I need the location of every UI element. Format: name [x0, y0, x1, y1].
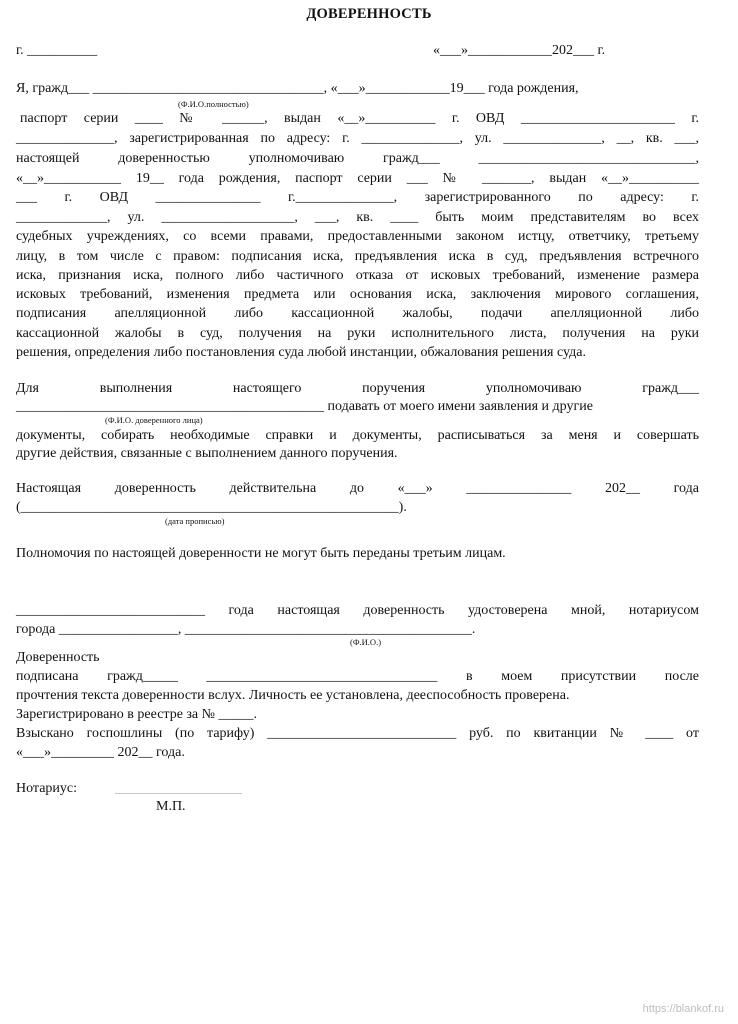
body-line: ______________, зарегистрированная по адресу: г. ______________, ул. ______________, __, кв. ___, [16, 131, 699, 146]
date-field: «___»____________202___ г. [433, 43, 606, 58]
body-line: Я, гражд___ _________________________________, «___»____________19___ года рождения, [16, 81, 579, 96]
document-title: ДОВЕРЕННОСТЬ [306, 6, 432, 22]
para2-line: документы, собирать необходимые справки и документы, расписываться за меня и совершать [16, 428, 699, 443]
body-line: настоящей доверенностью уполномочиваю гражд___ _______________________________, [16, 151, 699, 166]
body-line: кассационной жалобы в суд, получения на руки исполнительного листа, получения на руки [16, 326, 699, 341]
body-line: лицу, в том числе с правом: подписания иска, предъявления иска в суд, предъявления встречного [16, 249, 699, 264]
notary-label: Нотариус: [16, 781, 78, 796]
body-line: ___ г. ОВД _______________ г.______________, зарегистрированного по адресу: г. [16, 190, 699, 205]
hint-fio-trustee: (Ф.И.О. доверенного лица) [105, 415, 203, 425]
notary-line: ___________________________ года настоящая доверенность удостоверена мной, нотариусом [16, 603, 699, 618]
hint-fio-full: (Ф.И.О.полностью) [178, 99, 249, 109]
body-line: паспорт серии ____ № ______, выдан «__»__________ г. ОВД ______________________ г. [20, 111, 699, 126]
signed-line: подписана гражд_____ _________________________________ в моем присутствии после [16, 669, 699, 684]
signed-line: Взыскано госпошлины (по тарифу) ___________________________ руб. по квитанции № ____ от [16, 726, 699, 741]
validity-line: Настоящая доверенность действительна до «___» _______________ 202__ года [16, 481, 699, 496]
body-line: подписания апелляционной либо кассационной жалобы, подачи апелляционной либо [16, 306, 699, 321]
seal-label: М.П. [156, 799, 186, 814]
city-field: г. __________ [16, 43, 98, 58]
body-line: иска, признания иска, полного либо частичного отказа от исковых требований, изменение размера [16, 268, 699, 283]
signed-line: прочтения текста доверенности вслух. Личность ее установлена, дееспособность проверена. [16, 688, 570, 703]
signed-line: Зарегистрировано в реестре за № _____. [16, 707, 258, 722]
signed-line: «___»_________ 202__ года. [16, 745, 185, 760]
para2-line: Для выполнения настоящего поручения уполномочиваю гражд___ [16, 381, 699, 396]
hint-fio-notary: (Ф.И.О.) [350, 637, 382, 647]
no-transfer-text: Полномочия по настоящей доверенности не могут быть переданы третьим лицам. [16, 546, 506, 561]
body-line: исковых требований, изменения предмета или основания иска, заключения мирового соглашения, [16, 287, 699, 302]
body-line: решения, определения либо постановления суда любой инстанции, обжалования решения суда. [16, 345, 586, 360]
para2-line: другие действия, связанные с выполнением данного поручения. [16, 446, 398, 461]
hint-date-words: (дата прописью) [165, 516, 225, 526]
signed-line: Доверенность [16, 650, 100, 665]
body-line: «__»___________ 19__ года рождения, паспорт серии ___ № _______, выдан «__»__________ [16, 171, 699, 186]
para2-line: ____________________________________________ подавать от моего имени заявления и другие [16, 399, 593, 414]
body-line: судебных учреждениях, со всеми правами, предоставленными законом истцу, ответчику, третьему [16, 229, 699, 244]
validity-line: (______________________________________________________). [16, 500, 407, 515]
notary-signature-line [115, 793, 242, 794]
notary-line: города _________________, _________________________________________. [16, 622, 476, 637]
watermark: https://blankof.ru [642, 1003, 724, 1015]
body-line: _____________, ул. ___________________, ___, кв. ____ быть моим представителям во всех [16, 210, 699, 225]
